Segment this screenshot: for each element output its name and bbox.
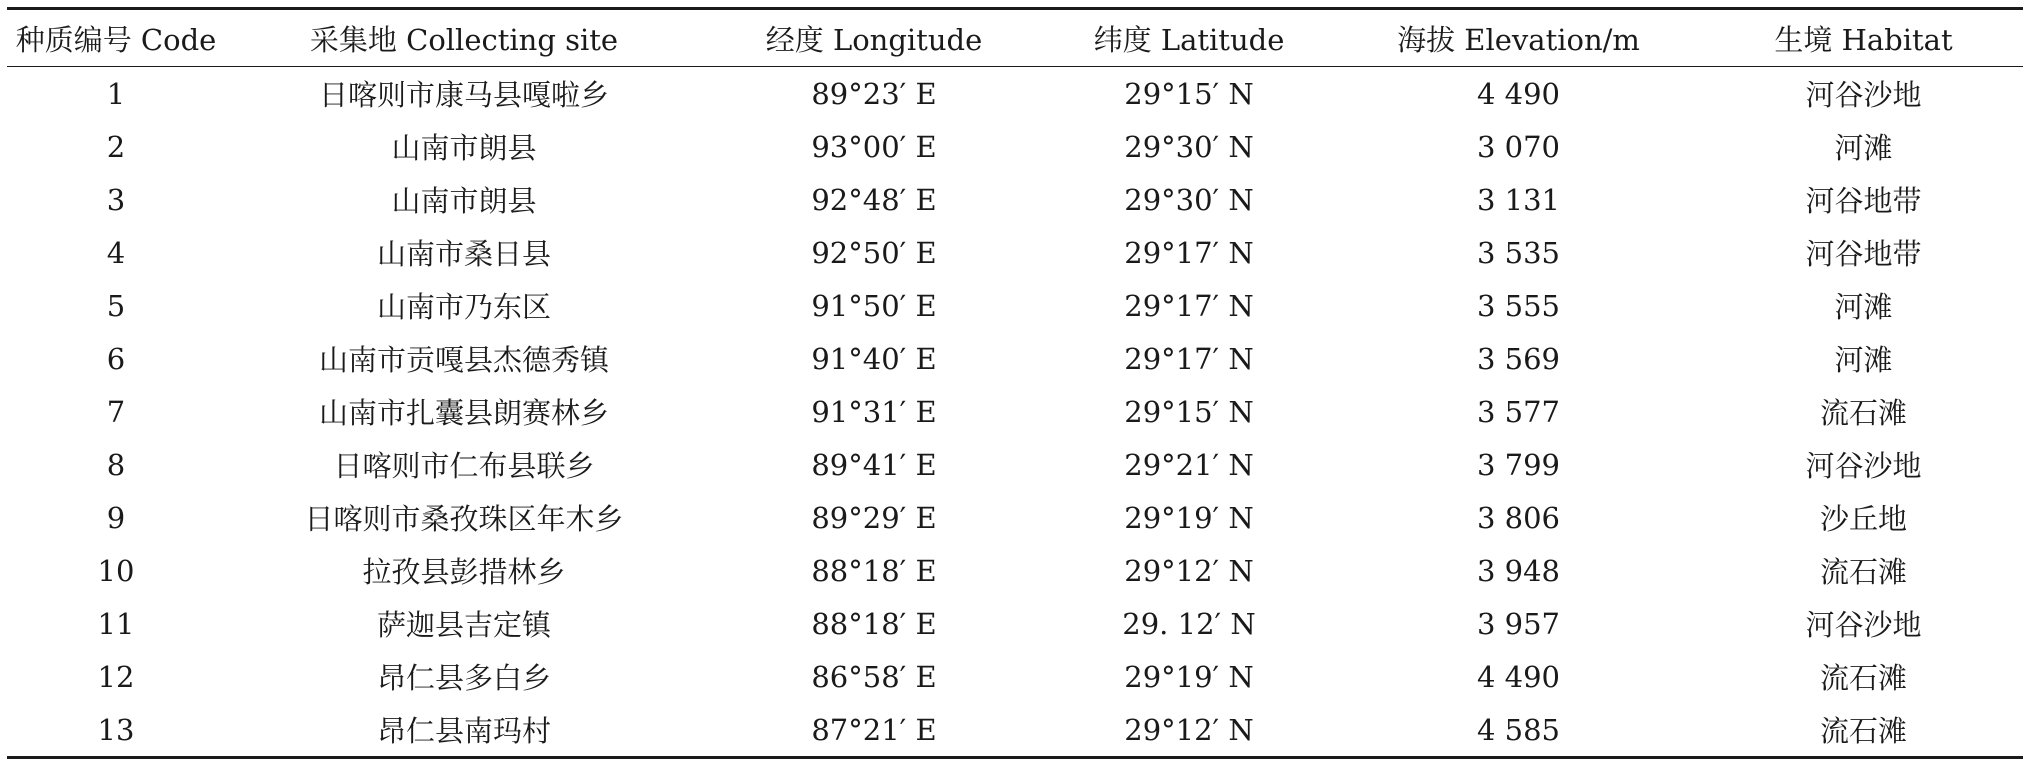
cell-habitat: 河滩 xyxy=(1834,131,1893,165)
cell-code: 4 xyxy=(106,235,126,270)
cell-longitude: 91°50′ E xyxy=(811,288,937,323)
cell-elevation: 3 535 xyxy=(1476,235,1561,270)
cell-latitude: 29°19′ N xyxy=(1124,659,1254,694)
cell-collecting-site: 日喀则市仁布县联乡 xyxy=(333,449,595,483)
table-header xyxy=(7,9,2023,67)
cell-longitude: 93°00′ E xyxy=(811,129,937,164)
table-row xyxy=(7,120,2023,173)
table-row xyxy=(7,544,2023,597)
cell-code: 11 xyxy=(97,606,135,641)
cell-collecting-site: 日喀则市桑孜珠区年木乡 xyxy=(304,502,624,536)
cell-habitat: 河谷地带 xyxy=(1805,237,1922,271)
header-habitat: 生境 Habitat xyxy=(1774,22,1953,57)
cell-longitude: 88°18′ E xyxy=(811,553,937,588)
cell-elevation: 4 585 xyxy=(1476,712,1561,747)
cell-habitat: 河谷沙地 xyxy=(1805,449,1922,483)
cell-latitude: 29°12′ N xyxy=(1124,553,1254,588)
cell-longitude: 91°40′ E xyxy=(811,341,937,376)
cell-latitude: 29°30′ N xyxy=(1124,129,1254,164)
germplasm-collection-table xyxy=(7,7,2023,759)
cell-collecting-site: 山南市朗县 xyxy=(391,184,537,218)
table-body xyxy=(7,67,2023,758)
table-row xyxy=(7,173,2023,226)
cell-elevation: 3 577 xyxy=(1476,394,1561,429)
cell-code: 10 xyxy=(97,553,135,588)
cell-latitude: 29°15′ N xyxy=(1124,76,1254,111)
cell-habitat: 流石滩 xyxy=(1819,396,1907,430)
cell-habitat: 河滩 xyxy=(1834,343,1893,377)
cell-latitude: 29°21′ N xyxy=(1124,447,1254,482)
cell-elevation: 3 957 xyxy=(1476,606,1561,641)
cell-code: 12 xyxy=(97,659,135,694)
header-row xyxy=(7,9,2023,67)
cell-longitude: 86°58′ E xyxy=(811,659,937,694)
cell-collecting-site: 昂仁县南玛村 xyxy=(376,714,551,748)
cell-habitat: 河谷沙地 xyxy=(1805,78,1922,112)
cell-elevation: 3 569 xyxy=(1476,341,1561,376)
cell-longitude: 92°48′ E xyxy=(811,182,937,217)
cell-latitude: 29°17′ N xyxy=(1124,288,1254,323)
cell-collecting-site: 山南市桑日县 xyxy=(376,237,551,271)
cell-latitude: 29°17′ N xyxy=(1124,235,1254,270)
cell-code: 5 xyxy=(106,288,126,323)
cell-latitude: 29. 12′ N xyxy=(1122,606,1256,641)
cell-code: 7 xyxy=(106,394,126,429)
cell-longitude: 92°50′ E xyxy=(811,235,937,270)
cell-elevation: 4 490 xyxy=(1476,659,1561,694)
cell-code: 8 xyxy=(106,447,126,482)
cell-collecting-site: 日喀则市康马县嘎啦乡 xyxy=(318,78,609,112)
cell-collecting-site: 萨迦县吉定镇 xyxy=(376,608,551,642)
cell-longitude: 89°23′ E xyxy=(811,76,937,111)
cell-habitat: 沙丘地 xyxy=(1819,502,1907,536)
table-row xyxy=(7,438,2023,491)
cell-habitat: 流石滩 xyxy=(1819,555,1907,589)
cell-habitat: 河滩 xyxy=(1834,290,1893,324)
cell-elevation: 3 070 xyxy=(1476,129,1561,164)
cell-elevation: 3 948 xyxy=(1476,553,1561,588)
cell-elevation: 3 799 xyxy=(1476,447,1561,482)
cell-habitat: 河谷地带 xyxy=(1805,184,1922,218)
cell-elevation: 3 555 xyxy=(1476,288,1561,323)
table-row xyxy=(7,491,2023,544)
cell-elevation: 3 806 xyxy=(1476,500,1561,535)
cell-collecting-site: 山南市朗县 xyxy=(391,131,537,165)
cell-collecting-site: 山南市贡嘎县杰德秀镇 xyxy=(318,343,609,377)
cell-collecting-site: 山南市乃东区 xyxy=(376,290,551,324)
header-collecting-site: 采集地 Collecting site xyxy=(309,22,619,57)
germplasm-table-container xyxy=(7,7,2023,759)
cell-collecting-site: 拉孜县彭措林乡 xyxy=(362,555,566,589)
cell-code: 2 xyxy=(106,129,126,164)
header-code: 种质编号 Code xyxy=(15,22,217,57)
table-row xyxy=(7,226,2023,279)
table-row xyxy=(7,385,2023,438)
cell-latitude: 29°15′ N xyxy=(1124,394,1254,429)
cell-code: 9 xyxy=(106,500,126,535)
cell-latitude: 29°30′ N xyxy=(1124,182,1254,217)
header-longitude: 经度 Longitude xyxy=(765,22,983,57)
cell-latitude: 29°17′ N xyxy=(1124,341,1254,376)
cell-code: 1 xyxy=(106,76,126,111)
table-row xyxy=(7,597,2023,650)
table-row xyxy=(7,703,2023,758)
cell-latitude: 29°12′ N xyxy=(1124,712,1254,747)
cell-habitat: 流石滩 xyxy=(1819,661,1907,695)
header-latitude: 纬度 Latitude xyxy=(1093,22,1285,57)
cell-habitat: 河谷沙地 xyxy=(1805,608,1922,642)
cell-elevation: 3 131 xyxy=(1476,182,1561,217)
cell-code: 6 xyxy=(106,341,126,376)
header-elevation: 海拔 Elevation/m xyxy=(1397,22,1640,57)
cell-longitude: 87°21′ E xyxy=(811,712,937,747)
table-row xyxy=(7,279,2023,332)
cell-latitude: 29°19′ N xyxy=(1124,500,1254,535)
table-row xyxy=(7,67,2023,121)
cell-collecting-site: 山南市扎囊县朗赛林乡 xyxy=(318,396,609,430)
cell-habitat: 流石滩 xyxy=(1819,714,1907,748)
cell-longitude: 91°31′ E xyxy=(811,394,937,429)
table-row xyxy=(7,650,2023,703)
cell-longitude: 89°41′ E xyxy=(811,447,937,482)
table-row xyxy=(7,332,2023,385)
cell-code: 3 xyxy=(106,182,126,217)
cell-longitude: 88°18′ E xyxy=(811,606,937,641)
cell-collecting-site: 昂仁县多白乡 xyxy=(376,661,551,695)
cell-code: 13 xyxy=(97,712,135,747)
cell-elevation: 4 490 xyxy=(1476,76,1561,111)
cell-longitude: 89°29′ E xyxy=(811,500,937,535)
